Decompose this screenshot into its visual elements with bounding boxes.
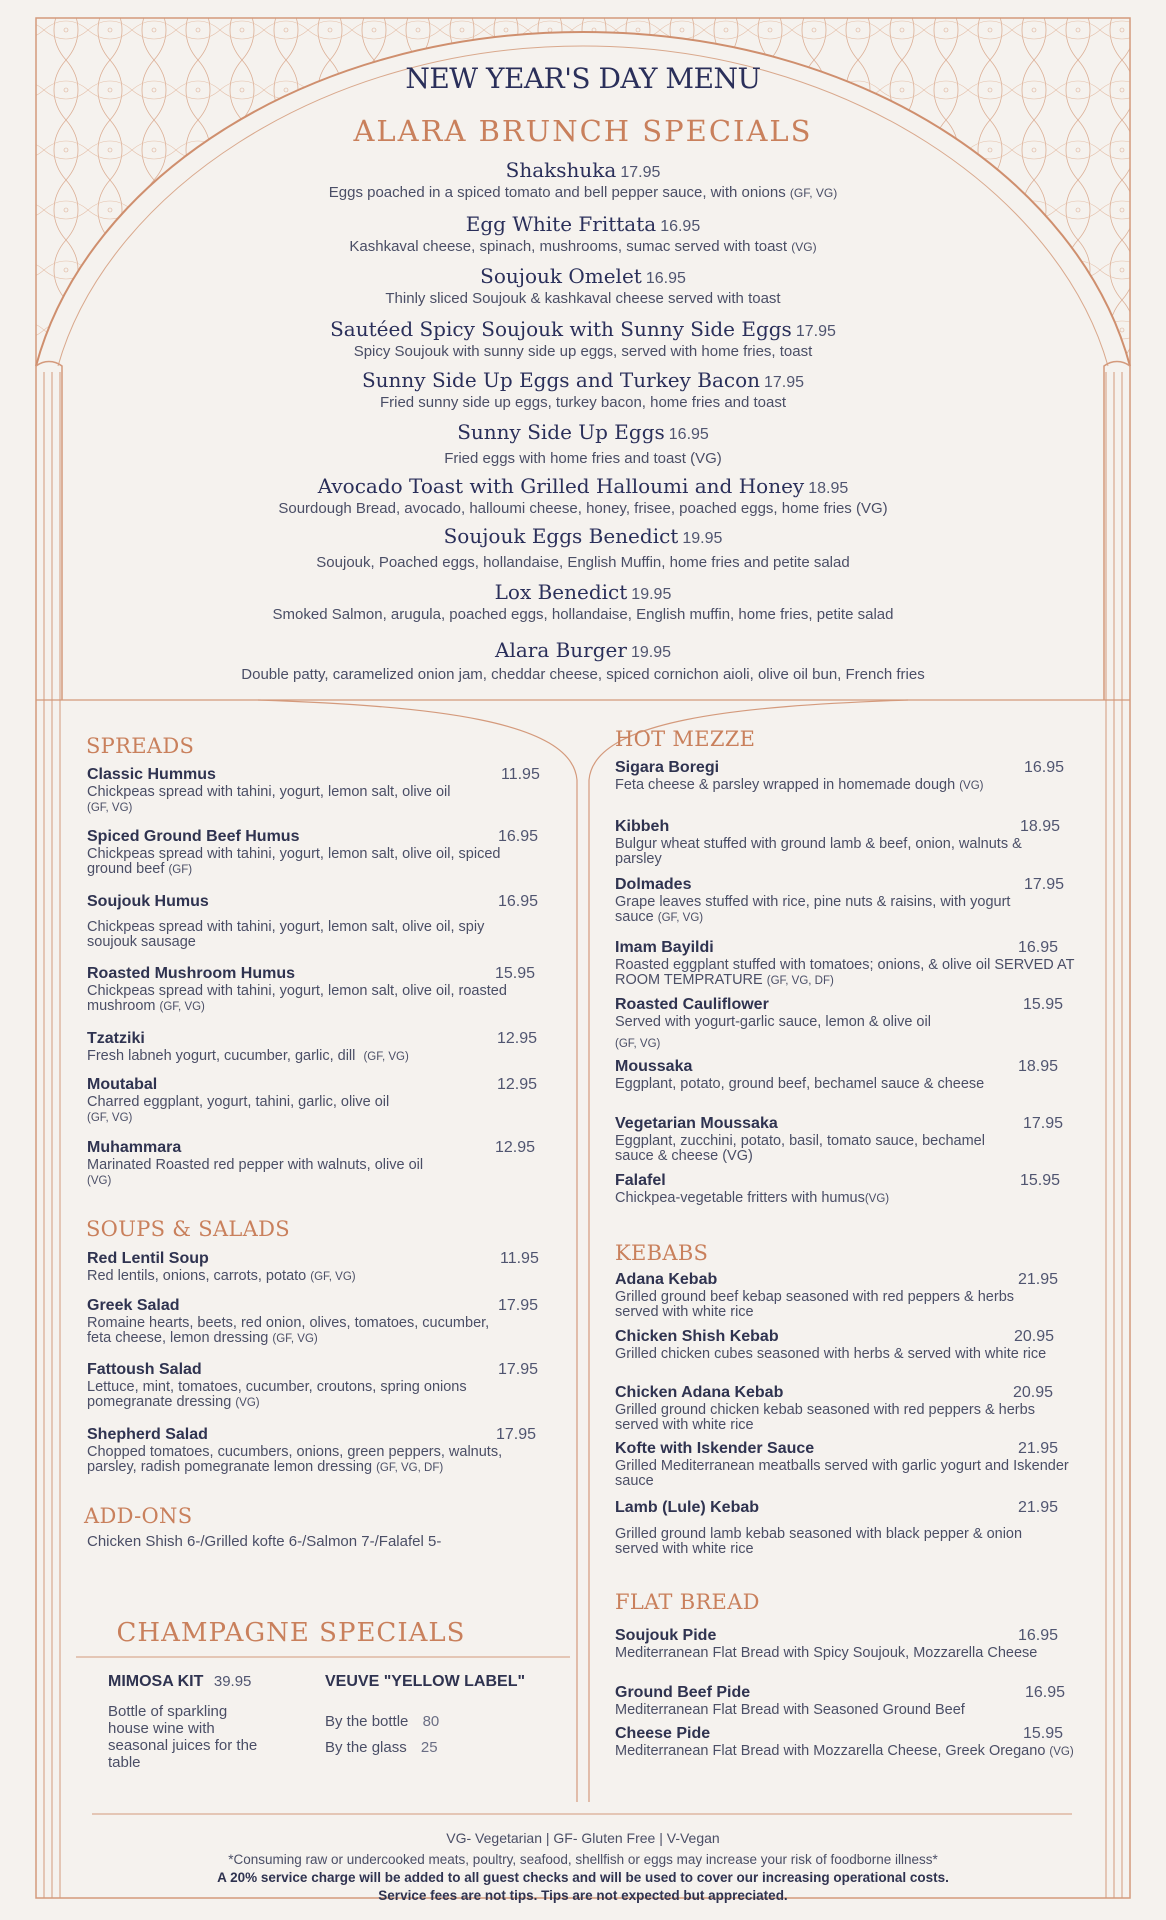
menu-item (615, 818, 1075, 867)
glass-price: 25 (420, 1739, 438, 1756)
item-price: 19.95 (630, 644, 671, 661)
item-name: Soujouk Humus (87, 893, 209, 910)
item-desc: Chickpeas spread with tahini, yogurt, lemon salt, olive oil, spiy soujouk sausage (87, 919, 485, 950)
menu-item (87, 1250, 537, 1285)
item-desc: Marinated Roasted red pepper with walnuts, olive oil (VG) (87, 1157, 424, 1187)
item-desc: Grape leaves stuffed with rice, pine nuts & raisins, with yogurt sauce (GF, VG) (615, 894, 1011, 925)
item-name: Sunny Side Up Eggs and Turkey Bacon (361, 368, 760, 392)
menu-item (87, 1297, 537, 1347)
item-price: 19.95 (631, 586, 672, 603)
hot-mezze-heading: HOT MEZZE (615, 727, 756, 751)
item-desc: Charred eggplant, yogurt, tahini, garlic, olive oil (GF, VG) (87, 1094, 390, 1124)
item-desc: Chickpeas spread with tahini, yogurt, lemon salt, olive oil (GF, VG) (87, 784, 451, 814)
item-price: 11.95 (501, 766, 540, 783)
flat-bread-heading: FLAT BREAD (615, 1590, 760, 1614)
mimosa-kit (108, 1673, 288, 1771)
item-price: 17.95 (764, 374, 805, 391)
item-desc: Bulgur wheat stuffed with ground lamb & beef, onion, walnuts & parsley (615, 836, 1022, 867)
item-name: Moussaka (615, 1058, 693, 1075)
menu-item (615, 1172, 1075, 1207)
item-name: Kibbeh (615, 818, 670, 835)
mimosa-name: MIMOSA KIT (108, 1673, 204, 1690)
item-price: 16.95 (498, 828, 539, 845)
item-desc: Served with yogurt-garlic sauce, lemon & olive oil (GF, VG) (615, 1014, 931, 1050)
item-price: 18.95 (808, 480, 849, 497)
champagne-heading: CHAMPAGNE SPECIALS (116, 1618, 466, 1648)
item-name: Greek Salad (87, 1297, 180, 1314)
menu-item (615, 1115, 1075, 1164)
item-price: 17.95 (498, 1361, 539, 1378)
item-desc: Chickpea-vegetable fritters with humus(VG) (615, 1190, 890, 1206)
menu-item (87, 1426, 537, 1476)
menu-item (87, 1076, 537, 1126)
item-price: 17.95 (1024, 876, 1065, 893)
item-name: Moutabal (87, 1076, 158, 1093)
item-price: 21.95 (1018, 1440, 1059, 1457)
item-name: Chicken Shish Kebab (615, 1328, 779, 1345)
menu-item (87, 965, 537, 1015)
brunch-item (140, 524, 1026, 580)
item-name: Alara Burger (495, 638, 627, 662)
item-desc: Smoked Salmon, arugula, poached eggs, hollandaise, English muffin, home fries, petite salad (272, 606, 894, 623)
menu-item (615, 1499, 1075, 1557)
item-desc: Thinly sliced Soujouk & kashkaval cheese served with toast (385, 290, 781, 307)
item-price: 16.95 (660, 218, 701, 235)
item-desc: Eggplant, zucchini, potato, basil, tomato sauce, bechamel sauce & cheese (VG) (615, 1133, 985, 1164)
item-name: Soujouk Omelet (480, 264, 642, 288)
item-name: Roasted Mushroom Humus (87, 965, 296, 982)
item-desc: Fried sunny side up eggs, turkey bacon, home fries and toast (379, 394, 787, 411)
item-desc: Sourdough Bread, avocado, halloumi cheese, honey, frisee, poached eggs, home fries (VG) (278, 500, 888, 517)
item-price: 20.95 (1014, 1328, 1055, 1345)
veuve-name: VEUVE "YELLOW LABEL" (325, 1673, 526, 1690)
item-name: Red Lentil Soup (87, 1250, 209, 1267)
brunch-item (140, 158, 1026, 212)
item-desc: Eggplant, potato, ground beef, bechamel sauce & cheese (615, 1076, 985, 1092)
menu-item (87, 828, 537, 878)
diet-legend: VG- Vegetarian | GF- Gluten Free | V-Vegan (446, 1830, 720, 1846)
item-desc: Chickpeas spread with tahini, yogurt, lemon salt, olive oil, spiced ground beef (GF) (87, 846, 501, 877)
menu-item (615, 1384, 1075, 1433)
item-desc: Fresh labneh yogurt, cucumber, garlic, dill (GF, VG) (87, 1048, 409, 1064)
glass-label: By the glass (325, 1739, 407, 1756)
bottle-row (325, 1713, 565, 1730)
item-desc: Roasted eggplant stuffed with tomatoes; onions, & olive oil SERVED AT ROOM TEMPRATURE (GF, VG, DF) (615, 957, 1075, 988)
item-name: Soujouk Eggs Benedict (443, 524, 679, 548)
item-name: Lamb (Lule) Kebab (615, 1499, 760, 1516)
item-name: Adana Kebab (615, 1271, 718, 1288)
item-price: 17.95 (498, 1297, 539, 1314)
item-name: Sunny Side Up Eggs (457, 420, 665, 444)
item-price: 15.95 (1023, 1725, 1064, 1742)
menu-item (615, 1271, 1075, 1320)
menu-item (615, 996, 1075, 1058)
item-name: Shepherd Salad (87, 1426, 208, 1443)
item-desc: Chickpeas spread with tahini, yogurt, lemon salt, olive oil, roasted mushroom (GF, VG) (87, 983, 507, 1014)
menu-item (615, 1684, 1075, 1718)
item-desc: Feta cheese & parsley wrapped in homemade dough (VG) (615, 777, 984, 793)
menu-item (615, 759, 1075, 794)
brunch-specials-title: ALARA BRUNCH SPECIALS (353, 114, 813, 148)
item-desc: Spicy Soujouk with sunny side up eggs, served with home fries, toast (353, 343, 813, 360)
item-price: 15.95 (1023, 996, 1064, 1013)
item-desc: Eggs poached in a spiced tomato and bell pepper sauce, with onions (GF, VG) (328, 184, 838, 201)
item-desc: Grilled chicken cubes seasoned with herbs & served with white rice (615, 1346, 1047, 1362)
item-name: Vegetarian Moussaka (615, 1115, 778, 1132)
item-name: Classic Hummus (87, 766, 216, 783)
item-desc: Kashkaval cheese, spinach, mushrooms, sumac served with toast (VG) (349, 238, 817, 255)
item-price: 19.95 (682, 530, 723, 547)
brunch-item (140, 317, 1026, 368)
item-name: Lox Benedict (494, 580, 628, 604)
item-desc: Double patty, caramelized onion jam, cheddar cheese, spiced cornichon aioli, olive oil bun, French fries (241, 666, 925, 683)
item-price: 12.95 (497, 1076, 538, 1093)
item-price: 16.95 (1024, 759, 1065, 776)
item-price: 17.95 (620, 164, 661, 181)
item-price: 16.95 (498, 893, 539, 910)
item-price: 18.95 (1020, 818, 1061, 835)
item-price: 16.95 (668, 426, 709, 443)
item-name: Roasted Cauliflower (615, 996, 769, 1013)
item-desc: Grilled Mediterranean meatballs served with garlic yogurt and Iskender sauce (615, 1458, 1069, 1489)
item-name: Shakshuka (505, 158, 617, 182)
item-price: 12.95 (497, 1030, 538, 1047)
item-name: Muhammara (87, 1139, 182, 1156)
item-price: 12.95 (495, 1139, 536, 1156)
menu-item (615, 1058, 1075, 1092)
item-desc: Mediterranean Flat Bread with Mozzarella Cheese, Greek Oregano (VG) (615, 1743, 1074, 1759)
brunch-item (140, 264, 1026, 317)
item-name: Tzatziki (87, 1030, 145, 1047)
brunch-item (140, 368, 1026, 420)
menu-item (87, 1361, 537, 1411)
item-price: 20.95 (1013, 1384, 1054, 1401)
item-price: 15.95 (1020, 1172, 1061, 1189)
menu-item (87, 1030, 537, 1065)
item-price: 21.95 (1018, 1271, 1059, 1288)
bottle-label: By the bottle (325, 1713, 409, 1730)
item-desc: Fried eggs with home fries and toast (VG) (444, 450, 722, 467)
mimosa-desc: Bottle of sparkling house wine with seasonal juices for the table (108, 1703, 258, 1771)
item-desc: Chopped tomatoes, cucumbers, onions, green peppers, walnuts, parsley, radish pomegranate lemon dressing (GF, VG, DF) (87, 1444, 503, 1475)
glass-row (325, 1739, 565, 1756)
menu-item (615, 1440, 1075, 1489)
mimosa-price: 39.95 (213, 1673, 252, 1690)
item-name: Sigara Boregi (615, 759, 720, 776)
menu-item (87, 1139, 537, 1189)
foodborne-warning: *Consuming raw or undercooked meats, poultry, seafood, shellfish or eggs may increase your risk of foodborne illness* (228, 1852, 938, 1867)
item-desc: Lettuce, mint, tomatoes, cucumber, croutons, spring onions pomegranate dressing (VG) (87, 1379, 467, 1410)
item-name: Chicken Adana Kebab (615, 1384, 784, 1401)
veuve-yellow-label (325, 1673, 565, 1756)
item-name: Ground Beef Pide (615, 1684, 751, 1701)
brunch-item (140, 420, 1026, 474)
item-desc: Grilled ground lamb kebab seasoned with black pepper & onion served with white rice (615, 1526, 1023, 1557)
bottle-price: 80 (422, 1713, 440, 1730)
brunch-item (140, 638, 1026, 690)
item-name: Dolmades (615, 876, 692, 893)
add-ons-heading: ADD-ONS (84, 1504, 193, 1528)
item-name: Falafel (615, 1172, 666, 1189)
menu-item (615, 1725, 1075, 1760)
item-name: Spiced Ground Beef Humus (87, 828, 300, 845)
soups-salads-heading: SOUPS & SALADS (86, 1217, 290, 1241)
item-name: Fattoush Salad (87, 1361, 202, 1378)
brunch-item (140, 474, 1026, 524)
menu-item (87, 893, 537, 950)
item-desc: Mediterranean Flat Bread with Spicy Soujouk, Mozzarella Cheese (615, 1645, 1038, 1661)
item-price: 21.95 (1018, 1499, 1059, 1516)
item-price: 17.95 (795, 323, 836, 340)
page-title: NEW YEAR'S DAY MENU (405, 62, 761, 95)
brunch-list (140, 158, 1026, 690)
item-name: Avocado Toast with Grilled Halloumi and Honey (317, 474, 805, 498)
item-name: Soujouk Pide (615, 1627, 717, 1644)
item-name: Imam Bayildi (615, 939, 714, 956)
item-name: Kofte with Iskender Sauce (615, 1440, 815, 1457)
item-desc: Red lentils, onions, carrots, potato (GF, VG) (87, 1268, 356, 1284)
item-name: Sautéed Spicy Soujouk with Sunny Side Eggs (330, 317, 792, 341)
item-price: 15.95 (495, 965, 536, 982)
kebabs-heading: KEBABS (615, 1241, 709, 1265)
item-price: 11.95 (500, 1250, 539, 1267)
item-price: 16.95 (1018, 939, 1059, 956)
item-desc: Soujouk, Poached eggs, hollandaise, English Muffin, home fries and petite salad (316, 554, 850, 571)
add-ons-text: Chicken Shish 6-/Grilled kofte 6-/Salmon 7-/Falafel 5- (87, 1533, 442, 1550)
brunch-item (140, 212, 1026, 264)
item-price: 17.95 (1023, 1115, 1064, 1132)
service-charge-note: A 20% service charge will be added to all guest checks and will be used to cover our increasing operational costs. (217, 1870, 949, 1885)
item-desc: Grilled ground chicken kebab seasoned with red peppers & herbs served with white rice (615, 1402, 1035, 1433)
item-price: 16.95 (1018, 1627, 1059, 1644)
item-name: Egg White Frittata (465, 212, 657, 236)
item-desc: Grilled ground beef kebap seasoned with red peppers & herbs served with white rice (615, 1289, 1015, 1320)
menu-item (87, 766, 540, 816)
menu-item (615, 1627, 1075, 1661)
spreads-heading: SPREADS (86, 734, 195, 758)
tips-note: Service fees are not tips. Tips are not expected but appreciated. (378, 1888, 788, 1903)
item-name: Cheese Pide (615, 1725, 711, 1742)
item-price: 17.95 (496, 1426, 537, 1443)
item-desc: Romaine hearts, beets, red onion, olives, tomatoes, cucumber, feta cheese, lemon dressing (GF, VG) (87, 1315, 490, 1346)
item-price: 16.95 (645, 270, 686, 287)
menu-item (615, 876, 1075, 926)
brunch-item (140, 580, 1026, 638)
menu-item (615, 939, 1075, 989)
item-desc: Mediterranean Flat Bread with Seasoned Ground Beef (615, 1702, 965, 1718)
menu-item (615, 1328, 1075, 1362)
item-price: 16.95 (1025, 1684, 1066, 1701)
item-price: 18.95 (1018, 1058, 1059, 1075)
